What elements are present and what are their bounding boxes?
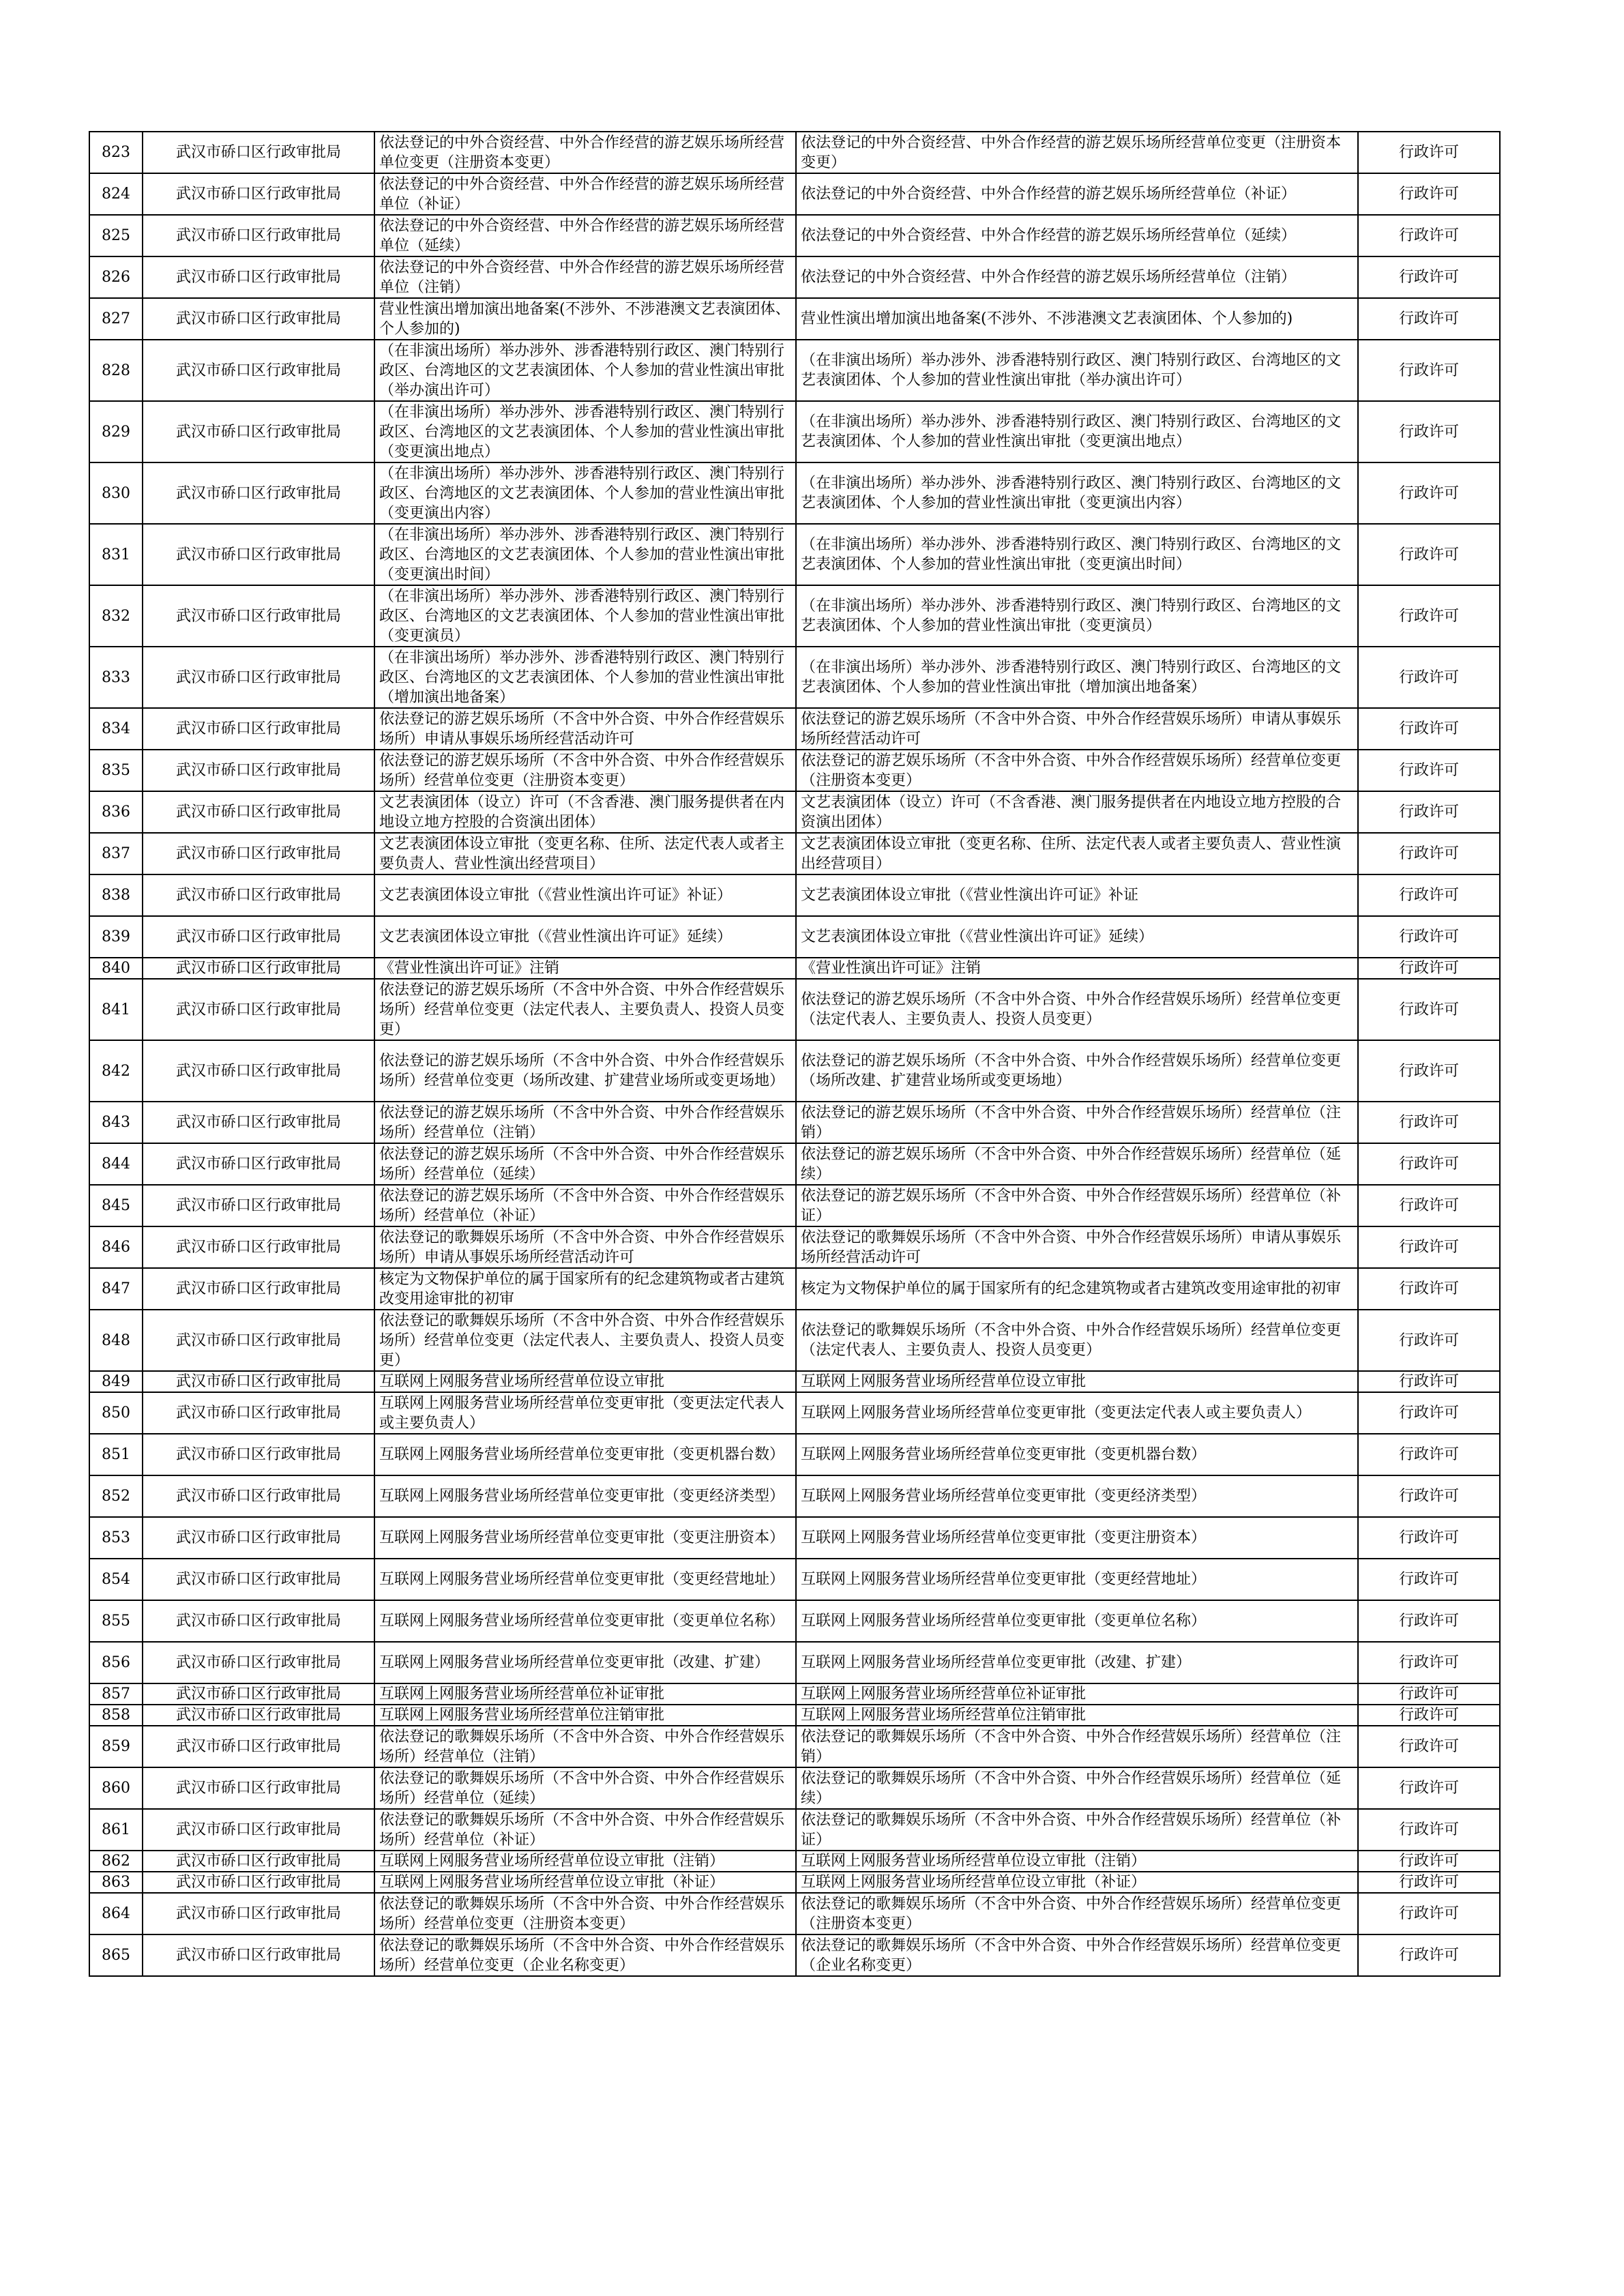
item-name-cell: 依法登记的歌舞娱乐场所（不含中外合资、中外合作经营娱乐场所）经营单位（延续） xyxy=(374,1767,796,1809)
sub-item-cell: 营业性演出增加演出地备案(不涉外、不涉港澳文艺表演团体、个人参加的) xyxy=(796,298,1358,340)
table-row xyxy=(89,173,1500,215)
department-cell: 武汉市硚口区行政审批局 xyxy=(143,298,374,340)
item-name-cell: 互联网上网服务营业场所经营单位变更审批（变更法定代表人或主要负责人） xyxy=(374,1392,796,1434)
table-row xyxy=(89,1268,1500,1310)
table-row xyxy=(89,1726,1500,1767)
item-name-cell: 依法登记的歌舞娱乐场所（不含中外合资、中外合作经营娱乐场所）申请从事娱乐场所经营活动许可 xyxy=(374,1226,796,1268)
department-cell: 武汉市硚口区行政审批局 xyxy=(143,1683,374,1705)
table-row xyxy=(89,132,1500,173)
sub-item-cell: 依法登记的游艺娱乐场所（不含中外合资、中外合作经营娱乐场所）经营单位变更（法定代表人、主要负责人、投资人员变更） xyxy=(796,979,1358,1040)
item-name-cell: 依法登记的游艺娱乐场所（不含中外合资、中外合作经营娱乐场所）经营单位变更（法定代表人、主要负责人、投资人员变更） xyxy=(374,979,796,1040)
item-name-cell: （在非演出场所）举办涉外、涉香港特别行政区、澳门特别行政区、台湾地区的文艺表演团体、个人参加的营业性演出审批（变更演员） xyxy=(374,585,796,647)
item-type-cell: 行政许可 xyxy=(1358,1143,1500,1185)
item-type-cell: 行政许可 xyxy=(1358,215,1500,256)
department-cell: 武汉市硚口区行政审批局 xyxy=(143,173,374,215)
table-row xyxy=(89,1392,1500,1434)
item-name-cell: 依法登记的中外合资经营、中外合作经营的游艺娱乐场所经营单位（注销） xyxy=(374,256,796,298)
table-row xyxy=(89,524,1500,585)
row-number: 846 xyxy=(89,1226,143,1268)
sub-item-cell: 互联网上网服务营业场所经营单位变更审批（变更机器台数） xyxy=(796,1434,1358,1475)
table-row xyxy=(89,401,1500,462)
table-row xyxy=(89,1143,1500,1185)
item-type-cell: 行政许可 xyxy=(1358,750,1500,791)
sub-item-cell: 互联网上网服务营业场所经营单位设立审批 xyxy=(796,1371,1358,1392)
item-name-cell: 互联网上网服务营业场所经营单位注销审批 xyxy=(374,1705,796,1726)
item-name-cell: （在非演出场所）举办涉外、涉香港特别行政区、澳门特别行政区、台湾地区的文艺表演团体、个人参加的营业性演出审批（变更演出地点） xyxy=(374,401,796,462)
row-number: 835 xyxy=(89,750,143,791)
sub-item-cell: 依法登记的中外合资经营、中外合作经营的游艺娱乐场所经营单位（注销） xyxy=(796,256,1358,298)
table-row xyxy=(89,1102,1500,1143)
item-type-cell: 行政许可 xyxy=(1358,874,1500,916)
department-cell: 武汉市硚口区行政审批局 xyxy=(143,833,374,874)
table-row xyxy=(89,1872,1500,1893)
item-name-cell: 互联网上网服务营业场所经营单位补证审批 xyxy=(374,1683,796,1705)
item-name-cell: 依法登记的游艺娱乐场所（不含中外合资、中外合作经营娱乐场所）经营单位（延续） xyxy=(374,1143,796,1185)
sub-item-cell: 依法登记的游艺娱乐场所（不含中外合资、中外合作经营娱乐场所）经营单位变更（场所改建、扩建营业场所或变更场地） xyxy=(796,1040,1358,1102)
table-row xyxy=(89,1226,1500,1268)
sub-item-cell: 依法登记的歌舞娱乐场所（不含中外合资、中外合作经营娱乐场所）经营单位变更（企业名称变更） xyxy=(796,1934,1358,1976)
item-name-cell: 依法登记的游艺娱乐场所（不含中外合资、中外合作经营娱乐场所）经营单位（补证） xyxy=(374,1185,796,1226)
department-cell: 武汉市硚口区行政审批局 xyxy=(143,979,374,1040)
department-cell: 武汉市硚口区行政审批局 xyxy=(143,585,374,647)
sub-item-cell: （在非演出场所）举办涉外、涉香港特别行政区、澳门特别行政区、台湾地区的文艺表演团体、个人参加的营业性演出审批（举办演出许可） xyxy=(796,340,1358,401)
sub-item-cell: （在非演出场所）举办涉外、涉香港特别行政区、澳门特别行政区、台湾地区的文艺表演团体、个人参加的营业性演出审批（变更演出地点） xyxy=(796,401,1358,462)
department-cell: 武汉市硚口区行政审批局 xyxy=(143,1475,374,1517)
item-name-cell: 互联网上网服务营业场所经营单位变更审批（变更经营地址） xyxy=(374,1559,796,1600)
row-number: 864 xyxy=(89,1893,143,1934)
sub-item-cell: 文艺表演团体设立审批（《营业性演出许可证》延续） xyxy=(796,916,1358,958)
item-type-cell: 行政许可 xyxy=(1358,401,1500,462)
row-number: 843 xyxy=(89,1102,143,1143)
item-name-cell: 互联网上网服务营业场所经营单位设立审批（补证） xyxy=(374,1872,796,1893)
table-row xyxy=(89,256,1500,298)
sub-item-cell: 核定为文物保护单位的属于国家所有的纪念建筑物或者古建筑改变用途审批的初审 xyxy=(796,1268,1358,1310)
table-row xyxy=(89,833,1500,874)
department-cell: 武汉市硚口区行政审批局 xyxy=(143,708,374,750)
item-type-cell: 行政许可 xyxy=(1358,1600,1500,1642)
table-row xyxy=(89,1851,1500,1872)
sub-item-cell: 依法登记的游艺娱乐场所（不含中外合资、中外合作经营娱乐场所）经营单位（注销） xyxy=(796,1102,1358,1143)
sub-item-cell: 互联网上网服务营业场所经营单位变更审批（变更经济类型） xyxy=(796,1475,1358,1517)
department-cell: 武汉市硚口区行政审批局 xyxy=(143,791,374,833)
item-name-cell: 依法登记的游艺娱乐场所（不含中外合资、中外合作经营娱乐场所）申请从事娱乐场所经营活动许可 xyxy=(374,708,796,750)
item-name-cell: 文艺表演团体设立审批（《营业性演出许可证》延续） xyxy=(374,916,796,958)
item-name-cell: 互联网上网服务营业场所经营单位变更审批（变更经济类型） xyxy=(374,1475,796,1517)
table-row xyxy=(89,1642,1500,1683)
sub-item-cell: 互联网上网服务营业场所经营单位补证审批 xyxy=(796,1683,1358,1705)
department-cell: 武汉市硚口区行政审批局 xyxy=(143,1851,374,1872)
sub-item-cell: 互联网上网服务营业场所经营单位变更审批（变更经营地址） xyxy=(796,1559,1358,1600)
table-row xyxy=(89,1767,1500,1809)
table-row xyxy=(89,1434,1500,1475)
row-number: 848 xyxy=(89,1310,143,1371)
row-number: 828 xyxy=(89,340,143,401)
row-number: 833 xyxy=(89,647,143,708)
department-cell: 武汉市硚口区行政审批局 xyxy=(143,1102,374,1143)
item-name-cell: 互联网上网服务营业场所经营单位设立审批（注销） xyxy=(374,1851,796,1872)
row-number: 857 xyxy=(89,1683,143,1705)
department-cell: 武汉市硚口区行政审批局 xyxy=(143,1559,374,1600)
department-cell: 武汉市硚口区行政审批局 xyxy=(143,1040,374,1102)
table-row xyxy=(89,585,1500,647)
table-row xyxy=(89,1185,1500,1226)
table-row xyxy=(89,874,1500,916)
row-number: 831 xyxy=(89,524,143,585)
department-cell: 武汉市硚口区行政审批局 xyxy=(143,1371,374,1392)
item-type-cell: 行政许可 xyxy=(1358,1040,1500,1102)
row-number: 845 xyxy=(89,1185,143,1226)
table-row xyxy=(89,1683,1500,1705)
item-type-cell: 行政许可 xyxy=(1358,340,1500,401)
sub-item-cell: 《营业性演出许可证》注销 xyxy=(796,958,1358,979)
department-cell: 武汉市硚口区行政审批局 xyxy=(143,874,374,916)
table-row xyxy=(89,1040,1500,1102)
item-name-cell: 互联网上网服务营业场所经营单位变更审批（改建、扩建） xyxy=(374,1642,796,1683)
department-cell: 武汉市硚口区行政审批局 xyxy=(143,1517,374,1559)
department-cell: 武汉市硚口区行政审批局 xyxy=(143,401,374,462)
department-cell: 武汉市硚口区行政审批局 xyxy=(143,256,374,298)
item-name-cell: 依法登记的歌舞娱乐场所（不含中外合资、中外合作经营娱乐场所）经营单位（注销） xyxy=(374,1726,796,1767)
sub-item-cell: 依法登记的歌舞娱乐场所（不含中外合资、中外合作经营娱乐场所）经营单位（补证） xyxy=(796,1809,1358,1851)
item-type-cell: 行政许可 xyxy=(1358,833,1500,874)
item-type-cell: 行政许可 xyxy=(1358,1475,1500,1517)
department-cell: 武汉市硚口区行政审批局 xyxy=(143,1392,374,1434)
sub-item-cell: 依法登记的歌舞娱乐场所（不含中外合资、中外合作经营娱乐场所）经营单位变更（法定代表人、主要负责人、投资人员变更） xyxy=(796,1310,1358,1371)
department-cell: 武汉市硚口区行政审批局 xyxy=(143,1934,374,1976)
item-type-cell: 行政许可 xyxy=(1358,1559,1500,1600)
permission-table xyxy=(89,131,1501,1977)
sub-item-cell: 依法登记的中外合资经营、中外合作经营的游艺娱乐场所经营单位（延续） xyxy=(796,215,1358,256)
row-number: 853 xyxy=(89,1517,143,1559)
item-type-cell: 行政许可 xyxy=(1358,979,1500,1040)
sub-item-cell: 互联网上网服务营业场所经营单位注销审批 xyxy=(796,1705,1358,1726)
table-row xyxy=(89,1310,1500,1371)
item-name-cell: 依法登记的中外合资经营、中外合作经营的游艺娱乐场所经营单位（延续） xyxy=(374,215,796,256)
item-name-cell: 文艺表演团体设立审批（变更名称、住所、法定代表人或者主要负责人、营业性演出经营项目） xyxy=(374,833,796,874)
row-number: 840 xyxy=(89,958,143,979)
table-row xyxy=(89,1600,1500,1642)
row-number: 826 xyxy=(89,256,143,298)
row-number: 838 xyxy=(89,874,143,916)
sub-item-cell: 文艺表演团体设立审批（变更名称、住所、法定代表人或者主要负责人、营业性演出经营项目） xyxy=(796,833,1358,874)
table-row xyxy=(89,340,1500,401)
sub-item-cell: 依法登记的歌舞娱乐场所（不含中外合资、中外合作经营娱乐场所）经营单位变更（注册资本变更） xyxy=(796,1893,1358,1934)
item-name-cell: （在非演出场所）举办涉外、涉香港特别行政区、澳门特别行政区、台湾地区的文艺表演团体、个人参加的营业性演出审批（举办演出许可） xyxy=(374,340,796,401)
permission-table-body xyxy=(89,132,1500,1976)
department-cell: 武汉市硚口区行政审批局 xyxy=(143,647,374,708)
item-type-cell: 行政许可 xyxy=(1358,1371,1500,1392)
department-cell: 武汉市硚口区行政审批局 xyxy=(143,462,374,524)
item-type-cell: 行政许可 xyxy=(1358,1683,1500,1705)
row-number: 834 xyxy=(89,708,143,750)
department-cell: 武汉市硚口区行政审批局 xyxy=(143,1726,374,1767)
item-type-cell: 行政许可 xyxy=(1358,1726,1500,1767)
row-number: 860 xyxy=(89,1767,143,1809)
department-cell: 武汉市硚口区行政审批局 xyxy=(143,340,374,401)
item-type-cell: 行政许可 xyxy=(1358,256,1500,298)
item-name-cell: 依法登记的游艺娱乐场所（不含中外合资、中外合作经营娱乐场所）经营单位变更（注册资本变更） xyxy=(374,750,796,791)
table-row xyxy=(89,750,1500,791)
department-cell: 武汉市硚口区行政审批局 xyxy=(143,1642,374,1683)
table-row xyxy=(89,1371,1500,1392)
row-number: 832 xyxy=(89,585,143,647)
item-name-cell: 依法登记的歌舞娱乐场所（不含中外合资、中外合作经营娱乐场所）经营单位变更（法定代表人、主要负责人、投资人员变更） xyxy=(374,1310,796,1371)
department-cell: 武汉市硚口区行政审批局 xyxy=(143,1310,374,1371)
row-number: 856 xyxy=(89,1642,143,1683)
sub-item-cell: （在非演出场所）举办涉外、涉香港特别行政区、澳门特别行政区、台湾地区的文艺表演团体、个人参加的营业性演出审批（变更演出时间） xyxy=(796,524,1358,585)
department-cell: 武汉市硚口区行政审批局 xyxy=(143,1600,374,1642)
sub-item-cell: 依法登记的歌舞娱乐场所（不含中外合资、中外合作经营娱乐场所）申请从事娱乐场所经营活动许可 xyxy=(796,1226,1358,1268)
row-number: 823 xyxy=(89,132,143,173)
department-cell: 武汉市硚口区行政审批局 xyxy=(143,1767,374,1809)
item-name-cell: 《营业性演出许可证》注销 xyxy=(374,958,796,979)
item-name-cell: 互联网上网服务营业场所经营单位变更审批（变更单位名称） xyxy=(374,1600,796,1642)
item-type-cell: 行政许可 xyxy=(1358,1185,1500,1226)
department-cell: 武汉市硚口区行政审批局 xyxy=(143,215,374,256)
item-type-cell: 行政许可 xyxy=(1358,791,1500,833)
row-number: 863 xyxy=(89,1872,143,1893)
row-number: 836 xyxy=(89,791,143,833)
item-name-cell: 依法登记的歌舞娱乐场所（不含中外合资、中外合作经营娱乐场所）经营单位变更（注册资本变更） xyxy=(374,1893,796,1934)
row-number: 842 xyxy=(89,1040,143,1102)
item-type-cell: 行政许可 xyxy=(1358,916,1500,958)
table-row xyxy=(89,979,1500,1040)
sub-item-cell: 依法登记的游艺娱乐场所（不含中外合资、中外合作经营娱乐场所）经营单位变更（注册资本变更） xyxy=(796,750,1358,791)
item-type-cell: 行政许可 xyxy=(1358,132,1500,173)
item-name-cell: 互联网上网服务营业场所经营单位设立审批 xyxy=(374,1371,796,1392)
table-row xyxy=(89,647,1500,708)
row-number: 852 xyxy=(89,1475,143,1517)
item-type-cell: 行政许可 xyxy=(1358,1872,1500,1893)
row-number: 862 xyxy=(89,1851,143,1872)
item-name-cell: 互联网上网服务营业场所经营单位变更审批（变更注册资本） xyxy=(374,1517,796,1559)
table-row xyxy=(89,1475,1500,1517)
sub-item-cell: 互联网上网服务营业场所经营单位设立审批（补证） xyxy=(796,1872,1358,1893)
table-row xyxy=(89,1705,1500,1726)
row-number: 851 xyxy=(89,1434,143,1475)
table-row xyxy=(89,298,1500,340)
table-row xyxy=(89,916,1500,958)
item-type-cell: 行政许可 xyxy=(1358,1934,1500,1976)
item-type-cell: 行政许可 xyxy=(1358,1809,1500,1851)
row-number: 839 xyxy=(89,916,143,958)
table-row xyxy=(89,708,1500,750)
permission-list-sheet xyxy=(89,131,1499,1977)
item-name-cell: （在非演出场所）举办涉外、涉香港特别行政区、澳门特别行政区、台湾地区的文艺表演团体、个人参加的营业性演出审批（变更演出内容） xyxy=(374,462,796,524)
table-row xyxy=(89,958,1500,979)
sub-item-cell: 依法登记的歌舞娱乐场所（不含中外合资、中外合作经营娱乐场所）经营单位（延续） xyxy=(796,1767,1358,1809)
sub-item-cell: （在非演出场所）举办涉外、涉香港特别行政区、澳门特别行政区、台湾地区的文艺表演团体、个人参加的营业性演出审批（变更演出内容） xyxy=(796,462,1358,524)
item-type-cell: 行政许可 xyxy=(1358,1893,1500,1934)
item-type-cell: 行政许可 xyxy=(1358,1434,1500,1475)
sub-item-cell: 互联网上网服务营业场所经营单位变更审批（改建、扩建） xyxy=(796,1642,1358,1683)
item-type-cell: 行政许可 xyxy=(1358,1268,1500,1310)
row-number: 825 xyxy=(89,215,143,256)
sub-item-cell: 依法登记的中外合资经营、中外合作经营的游艺娱乐场所经营单位（补证） xyxy=(796,173,1358,215)
row-number: 854 xyxy=(89,1559,143,1600)
sub-item-cell: 依法登记的游艺娱乐场所（不含中外合资、中外合作经营娱乐场所）经营单位（补证） xyxy=(796,1185,1358,1226)
item-type-cell: 行政许可 xyxy=(1358,585,1500,647)
item-type-cell: 行政许可 xyxy=(1358,647,1500,708)
item-name-cell: 依法登记的游艺娱乐场所（不含中外合资、中外合作经营娱乐场所）经营单位变更（场所改建、扩建营业场所或变更场地） xyxy=(374,1040,796,1102)
row-number: 865 xyxy=(89,1934,143,1976)
item-name-cell: 依法登记的中外合资经营、中外合作经营的游艺娱乐场所经营单位（补证） xyxy=(374,173,796,215)
item-type-cell: 行政许可 xyxy=(1358,1642,1500,1683)
department-cell: 武汉市硚口区行政审批局 xyxy=(143,1434,374,1475)
item-name-cell: 依法登记的游艺娱乐场所（不含中外合资、中外合作经营娱乐场所）经营单位（注销） xyxy=(374,1102,796,1143)
item-type-cell: 行政许可 xyxy=(1358,1851,1500,1872)
department-cell: 武汉市硚口区行政审批局 xyxy=(143,750,374,791)
sub-item-cell: 互联网上网服务营业场所经营单位变更审批（变更单位名称） xyxy=(796,1600,1358,1642)
item-name-cell: 依法登记的歌舞娱乐场所（不含中外合资、中外合作经营娱乐场所）经营单位（补证） xyxy=(374,1809,796,1851)
table-row xyxy=(89,215,1500,256)
row-number: 850 xyxy=(89,1392,143,1434)
sub-item-cell: 文艺表演团体设立审批（《营业性演出许可证》补证 xyxy=(796,874,1358,916)
item-name-cell: 依法登记的中外合资经营、中外合作经营的游艺娱乐场所经营单位变更（注册资本变更） xyxy=(374,132,796,173)
department-cell: 武汉市硚口区行政审批局 xyxy=(143,1268,374,1310)
item-name-cell: 营业性演出增加演出地备案(不涉外、不涉港澳文艺表演团体、个人参加的) xyxy=(374,298,796,340)
table-row xyxy=(89,791,1500,833)
sub-item-cell: 依法登记的中外合资经营、中外合作经营的游艺娱乐场所经营单位变更（注册资本变更） xyxy=(796,132,1358,173)
row-number: 858 xyxy=(89,1705,143,1726)
department-cell: 武汉市硚口区行政审批局 xyxy=(143,1185,374,1226)
item-type-cell: 行政许可 xyxy=(1358,958,1500,979)
row-number: 844 xyxy=(89,1143,143,1185)
table-row xyxy=(89,1809,1500,1851)
item-type-cell: 行政许可 xyxy=(1358,524,1500,585)
item-name-cell: 文艺表演团体设立审批（《营业性演出许可证》补证） xyxy=(374,874,796,916)
sub-item-cell: 文艺表演团体（设立）许可（不含香港、澳门服务提供者在内地设立地方控股的合资演出团体） xyxy=(796,791,1358,833)
item-type-cell: 行政许可 xyxy=(1358,708,1500,750)
row-number: 830 xyxy=(89,462,143,524)
item-type-cell: 行政许可 xyxy=(1358,1705,1500,1726)
department-cell: 武汉市硚口区行政审批局 xyxy=(143,1809,374,1851)
row-number: 827 xyxy=(89,298,143,340)
row-number: 859 xyxy=(89,1726,143,1767)
department-cell: 武汉市硚口区行政审批局 xyxy=(143,132,374,173)
row-number: 849 xyxy=(89,1371,143,1392)
row-number: 861 xyxy=(89,1809,143,1851)
row-number: 841 xyxy=(89,979,143,1040)
row-number: 837 xyxy=(89,833,143,874)
sub-item-cell: 依法登记的游艺娱乐场所（不含中外合资、中外合作经营娱乐场所）经营单位（延续） xyxy=(796,1143,1358,1185)
department-cell: 武汉市硚口区行政审批局 xyxy=(143,958,374,979)
department-cell: 武汉市硚口区行政审批局 xyxy=(143,916,374,958)
sub-item-cell: 互联网上网服务营业场所经营单位变更审批（变更法定代表人或主要负责人） xyxy=(796,1392,1358,1434)
table-row xyxy=(89,462,1500,524)
table-row xyxy=(89,1517,1500,1559)
sub-item-cell: 互联网上网服务营业场所经营单位设立审批（注销） xyxy=(796,1851,1358,1872)
department-cell: 武汉市硚口区行政审批局 xyxy=(143,1893,374,1934)
table-row xyxy=(89,1559,1500,1600)
department-cell: 武汉市硚口区行政审批局 xyxy=(143,524,374,585)
item-name-cell: 文艺表演团体（设立）许可（不含香港、澳门服务提供者在内地设立地方控股的合资演出团体） xyxy=(374,791,796,833)
department-cell: 武汉市硚口区行政审批局 xyxy=(143,1705,374,1726)
sub-item-cell: 依法登记的歌舞娱乐场所（不含中外合资、中外合作经营娱乐场所）经营单位（注销） xyxy=(796,1726,1358,1767)
sub-item-cell: 互联网上网服务营业场所经营单位变更审批（变更注册资本） xyxy=(796,1517,1358,1559)
item-type-cell: 行政许可 xyxy=(1358,1392,1500,1434)
table-row xyxy=(89,1934,1500,1976)
item-type-cell: 行政许可 xyxy=(1358,1102,1500,1143)
sub-item-cell: （在非演出场所）举办涉外、涉香港特别行政区、澳门特别行政区、台湾地区的文艺表演团体、个人参加的营业性演出审批（变更演员） xyxy=(796,585,1358,647)
item-name-cell: （在非演出场所）举办涉外、涉香港特别行政区、澳门特别行政区、台湾地区的文艺表演团体、个人参加的营业性演出审批（变更演出时间） xyxy=(374,524,796,585)
item-type-cell: 行政许可 xyxy=(1358,462,1500,524)
item-type-cell: 行政许可 xyxy=(1358,298,1500,340)
department-cell: 武汉市硚口区行政审批局 xyxy=(143,1226,374,1268)
table-row xyxy=(89,1893,1500,1934)
item-name-cell: 互联网上网服务营业场所经营单位变更审批（变更机器台数） xyxy=(374,1434,796,1475)
item-name-cell: 核定为文物保护单位的属于国家所有的纪念建筑物或者古建筑改变用途审批的初审 xyxy=(374,1268,796,1310)
row-number: 824 xyxy=(89,173,143,215)
item-type-cell: 行政许可 xyxy=(1358,1767,1500,1809)
item-type-cell: 行政许可 xyxy=(1358,1517,1500,1559)
item-name-cell: 依法登记的歌舞娱乐场所（不含中外合资、中外合作经营娱乐场所）经营单位变更（企业名称变更） xyxy=(374,1934,796,1976)
item-type-cell: 行政许可 xyxy=(1358,173,1500,215)
department-cell: 武汉市硚口区行政审批局 xyxy=(143,1143,374,1185)
item-name-cell: （在非演出场所）举办涉外、涉香港特别行政区、澳门特别行政区、台湾地区的文艺表演团体、个人参加的营业性演出审批（增加演出地备案） xyxy=(374,647,796,708)
department-cell: 武汉市硚口区行政审批局 xyxy=(143,1872,374,1893)
sub-item-cell: （在非演出场所）举办涉外、涉香港特别行政区、澳门特别行政区、台湾地区的文艺表演团体、个人参加的营业性演出审批（增加演出地备案） xyxy=(796,647,1358,708)
sub-item-cell: 依法登记的游艺娱乐场所（不含中外合资、中外合作经营娱乐场所）申请从事娱乐场所经营活动许可 xyxy=(796,708,1358,750)
item-type-cell: 行政许可 xyxy=(1358,1226,1500,1268)
row-number: 855 xyxy=(89,1600,143,1642)
item-type-cell: 行政许可 xyxy=(1358,1310,1500,1371)
row-number: 829 xyxy=(89,401,143,462)
row-number: 847 xyxy=(89,1268,143,1310)
